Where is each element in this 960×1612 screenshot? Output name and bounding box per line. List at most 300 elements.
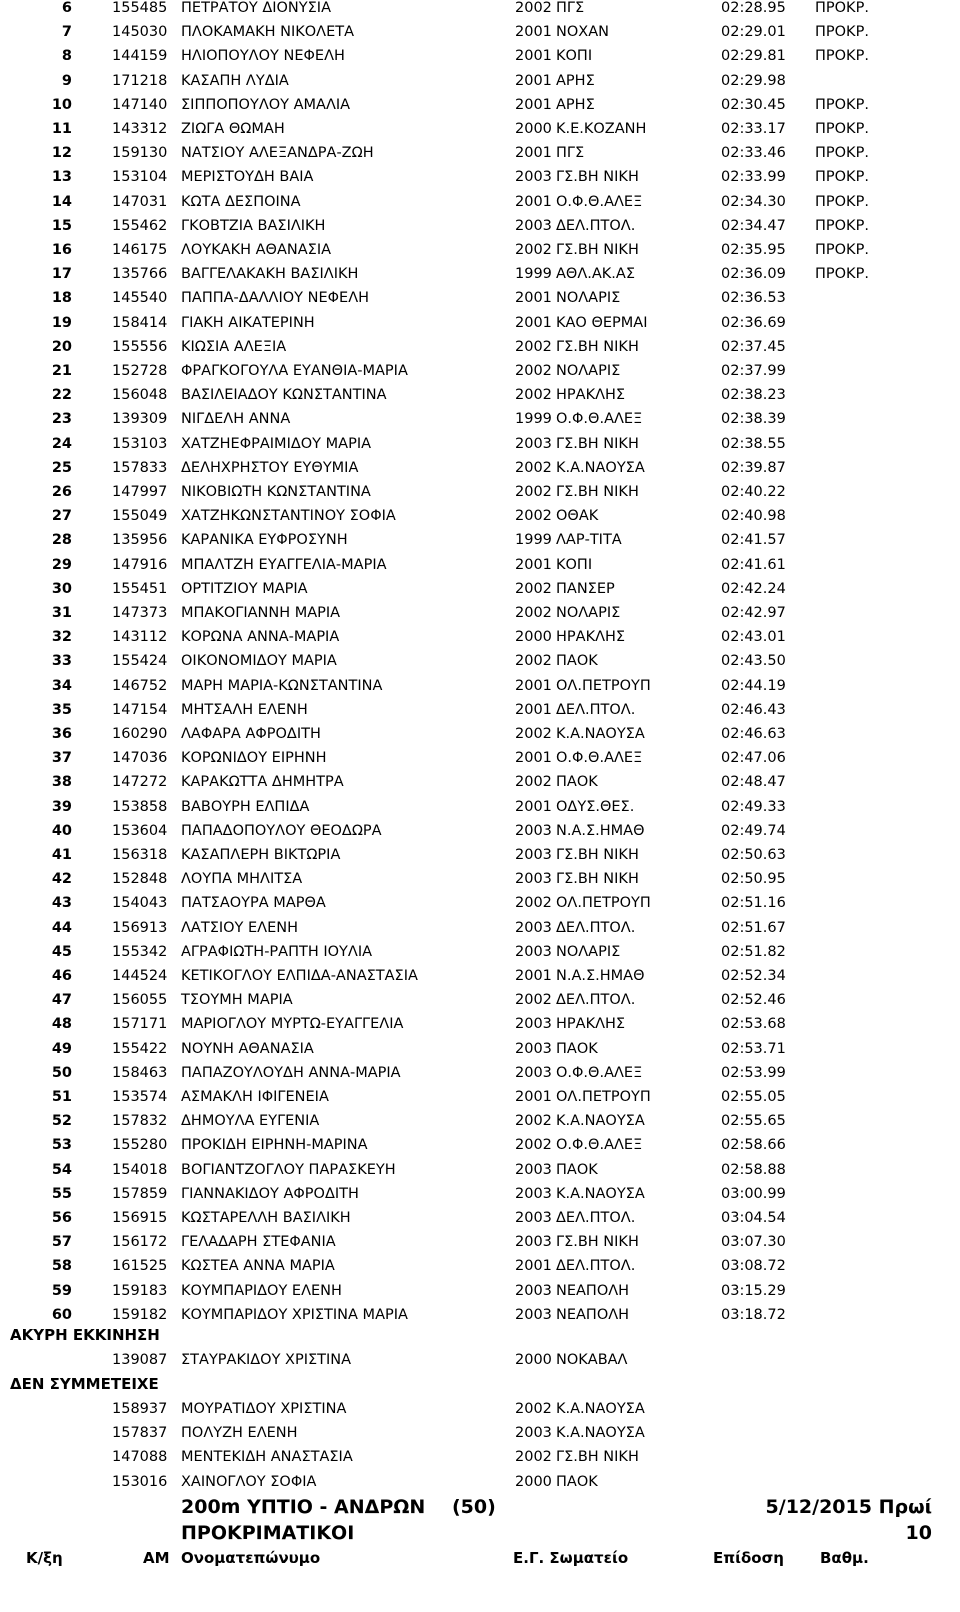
am-cell: 147031 [112,193,168,210]
name-cell: ΗΛΙΟΠΟΥΛΟΥ ΝΕΦΕΛΗ [181,48,345,65]
am-cell: 153858 [112,798,168,815]
am-cell: 156048 [112,387,168,404]
table-row [0,335,960,359]
table-row [0,746,960,770]
am-cell: 154043 [112,895,168,912]
table-row [0,577,960,601]
year-cell: 2003 [515,169,552,186]
club-cell: ΑΘΛ.ΑΚ.ΑΣ [556,266,635,283]
did-not-participate-heading: ΔΕΝ ΣΥΜΜΕΤΕΙΧΕ [10,1375,159,1393]
am-cell: 152848 [112,871,168,888]
year-cell: 2002 [515,508,552,525]
name-cell: ΠΡΟΚΙΔΗ ΕΙΡΗΝΗ-ΜΑΡΙΝΑ [181,1137,368,1154]
am-cell: 159130 [112,145,168,162]
name-cell: ΠΑΠΠΑ-ΔΑΛΛΙΟΥ ΝΕΦΕΛΗ [181,290,370,307]
name-cell: ΚΩΣΤΑΡΕΛΛΗ ΒΑΣΙΛΙΚΗ [181,1210,351,1226]
table-row [0,1206,960,1230]
am-cell: 147088 [112,1449,168,1466]
time-cell: 02:30.45 [721,96,786,113]
am-cell: 156055 [112,992,168,1009]
year-cell: 2003 [515,919,552,936]
rank-cell: 10 [51,96,72,113]
table-row [0,1133,960,1157]
header-name: Ονοματεπώνυμο [181,1549,321,1567]
rank-cell: 39 [51,798,72,815]
rank-cell: 31 [51,605,72,621]
qualified-cell: ΠΡΟΚΡ. [815,193,869,210]
rank-cell: 15 [51,217,72,234]
time-cell: 02:36.69 [721,314,786,331]
year-cell: 2003 [515,1185,552,1202]
am-cell: 146175 [112,242,168,258]
am-cell: 143312 [112,121,168,137]
table-row [0,1279,960,1303]
year-cell: 2003 [515,943,552,960]
table-row [0,69,960,93]
year-cell: 2001 [515,193,552,210]
am-cell: 155462 [112,217,168,234]
table-row [0,795,960,819]
time-cell: 02:40.22 [721,484,786,500]
year-cell: 2001 [515,677,552,694]
rank-cell: 23 [51,411,72,428]
table-row [0,1230,960,1254]
year-cell: 2001 [515,798,552,815]
club-cell: ΔΕΛ.ΠΤΟΛ. [556,919,636,936]
time-cell: 03:00.99 [721,1185,786,1202]
year-cell: 2003 [515,1210,552,1226]
year-cell: 2002 [515,1137,552,1154]
table-row [0,238,960,262]
club-cell: ΠΑΟΚ [556,774,598,791]
year-cell: 2001 [515,96,552,113]
time-cell: 02:51.67 [721,919,786,936]
club-cell: ΠΑΟΚ [556,1473,598,1490]
year-cell: 2000 [515,1352,552,1368]
club-cell: ΝΟΛΑΡΙΣ [556,290,621,307]
rank-cell: 25 [51,459,72,476]
rank-cell: 49 [51,1040,72,1057]
rank-cell: 18 [51,290,72,307]
year-cell: 2003 [515,1306,552,1323]
club-cell: ΠΓΣ [556,145,585,162]
year-cell: 2001 [515,145,552,162]
club-cell: Ο.Φ.Θ.ΑΛΕΞ [556,1064,643,1081]
time-cell: 02:53.68 [721,1016,786,1033]
rank-cell: 56 [51,1210,72,1226]
club-cell: ΝΟΚΑΒΑΛ [556,1352,628,1368]
am-cell: 157859 [112,1185,168,1202]
time-cell: 02:33.99 [721,169,786,186]
am-cell: 143112 [112,629,168,646]
table-row [0,1158,960,1182]
table-row [0,770,960,794]
year-cell: 2000 [515,121,552,137]
year-cell: 2002 [515,1401,552,1417]
table-row [0,407,960,431]
time-cell: 02:53.99 [721,1064,786,1081]
table-row [0,504,960,528]
year-cell: 2002 [515,1113,552,1130]
time-cell: 02:51.16 [721,895,786,912]
rank-cell: 55 [51,1185,72,1202]
year-cell: 2002 [515,605,552,621]
time-cell: 02:34.30 [721,193,786,210]
year-cell: 2001 [515,72,552,89]
year-cell: 2003 [515,1425,552,1442]
time-cell: 02:46.63 [721,726,786,742]
am-cell: 153103 [112,435,168,452]
club-cell: ΓΣ.ΒΗ ΝΙΚΗ [556,871,639,888]
invalid-start-heading: ΑΚΥΡΗ ΕΚΚΙΝΗΣΗ [10,1326,160,1344]
time-cell: 02:33.46 [721,145,786,162]
year-cell: 2001 [515,290,552,307]
am-cell: 145540 [112,290,168,307]
rank-cell: 59 [51,1282,72,1299]
time-cell: 02:33.17 [721,121,786,137]
year-cell: 2001 [515,314,552,331]
name-cell: ΛΑΦΑΡΑ ΑΦΡΟΔΙΤΗ [181,726,321,742]
table-row [0,262,960,286]
club-cell: Κ.Α.ΝΑΟΥΣΑ [556,726,645,742]
rank-cell: 44 [51,919,72,936]
year-cell: 2003 [515,1234,552,1251]
am-cell: 139309 [112,411,168,428]
table-row [0,20,960,44]
time-cell: 02:44.19 [721,677,786,694]
rank-cell: 58 [51,1258,72,1275]
name-cell: ΠΑΤΣΑΟΥΡΑ ΜΑΡΘΑ [181,895,326,912]
club-cell: ΔΕΛ.ΠΤΟΛ. [556,701,636,718]
am-cell: 147036 [112,750,168,767]
rank-cell: 38 [51,774,72,791]
rank-cell: 41 [51,847,72,863]
am-cell: 155424 [112,653,168,670]
year-cell: 2003 [515,1064,552,1081]
club-cell: Κ.Α.ΝΑΟΥΣΑ [556,1113,645,1130]
name-cell: ΜΕΡΙΣΤΟΥΔΗ ΒΑΙΑ [181,169,314,186]
rank-cell: 21 [51,363,72,379]
year-cell: 2002 [515,774,552,791]
time-cell: 02:46.43 [721,701,786,718]
club-cell: Ν.Α.Σ.ΗΜΑΘ [556,822,645,839]
year-cell: 2002 [515,726,552,742]
table-row [0,722,960,746]
club-cell: ΓΣ.ΒΗ ΝΙΚΗ [556,1449,639,1466]
event-number: (50) [452,1496,496,1518]
name-cell: ΚΑΣΑΠΗ ΛΥΔΙΑ [181,72,289,89]
year-cell: 2003 [515,847,552,863]
table-row [0,117,960,141]
table-row [0,940,960,964]
rank-cell: 40 [51,822,72,839]
name-cell: ΧΑΙΝΟΓΛΟΥ ΣΟΦΙΑ [181,1473,317,1490]
club-cell: ΠΓΣ [556,0,585,16]
club-cell: ΓΣ.ΒΗ ΝΙΚΗ [556,169,639,186]
name-cell: ΟΙΚΟΝΟΜΙΔΟΥ ΜΑΡΙΑ [181,653,337,670]
year-cell: 2000 [515,1473,552,1490]
time-cell: 02:43.01 [721,629,786,646]
am-cell: 147140 [112,96,168,113]
name-cell: ΜΑΡΙΟΓΛΟΥ ΜΥΡΤΩ-ΕΥΑΓΓΕΛΙΑ [181,1016,404,1033]
am-cell: 156318 [112,847,168,863]
name-cell: ΜΠΑΛΤΖΗ ΕΥΑΓΓΕΛΙΑ-ΜΑΡΙΑ [181,556,387,573]
table-row [0,1182,960,1206]
am-cell: 159183 [112,1282,168,1299]
rank-cell: 30 [51,580,72,597]
club-cell: ΔΕΛ.ΠΤΟΛ. [556,992,636,1009]
time-cell: 02:28.95 [721,0,786,16]
year-cell: 2002 [515,992,552,1009]
rank-cell: 43 [51,895,72,912]
club-cell: Κ.Ε.ΚΟΖΑΝΗ [556,121,647,137]
table-row [0,843,960,867]
name-cell: ΚΕΤΙΚΟΓΛΟΥ ΕΛΠΙΔΑ-ΑΝΑΣΤΑΣΙΑ [181,968,418,984]
rank-cell: 36 [51,726,72,742]
name-cell: ΤΣΟΥΜΗ ΜΑΡΙΑ [181,992,293,1009]
club-cell: ΔΕΛ.ΠΤΟΛ. [556,1258,636,1275]
rank-cell: 28 [51,532,72,549]
club-cell: ΚΟΠΙ [556,556,593,573]
club-cell: ΔΕΛ.ΠΤΟΛ. [556,217,636,234]
year-cell: 2001 [515,1258,552,1275]
name-cell: ΔΕΛΗΧΡΗΣΤΟΥ ΕΥΘΥΜΙΑ [181,459,359,476]
qualified-cell: ΠΡΟΚΡ. [815,169,869,186]
table-row [0,0,960,20]
table-row [0,359,960,383]
year-cell: 2003 [515,871,552,888]
year-cell: 2002 [515,895,552,912]
list-item [0,1445,960,1469]
time-cell: 02:36.53 [721,290,786,307]
table-row [0,988,960,1012]
rank-cell: 29 [51,556,72,573]
qualified-cell: ΠΡΟΚΡ. [815,48,869,65]
club-cell: ΝΕΑΠΟΛΗ [556,1282,630,1299]
header-time: Επίδοση [713,1549,784,1567]
rank-cell: 33 [51,653,72,670]
name-cell: ΚΙΩΣΙΑ ΑΛΕΞΙΑ [181,338,287,355]
club-cell: ΓΣ.ΒΗ ΝΙΚΗ [556,242,639,258]
time-cell: 02:38.39 [721,411,786,428]
am-cell: 153016 [112,1473,168,1490]
qualified-cell: ΠΡΟΚΡ. [815,266,869,283]
year-cell: 2002 [515,387,552,404]
time-cell: 02:52.34 [721,968,786,984]
table-row [0,311,960,335]
am-cell: 155422 [112,1040,168,1057]
time-cell: 02:49.74 [721,822,786,839]
list-item [0,1348,960,1372]
time-cell: 03:08.72 [721,1258,786,1275]
name-cell: ΖΙΩΓΑ ΘΩΜΑΗ [181,121,285,137]
year-cell: 2002 [515,459,552,476]
rank-cell: 60 [51,1306,72,1323]
name-cell: ΚΟΥΜΠΑΡΙΔΟΥ ΧΡΙΣΤΙΝΑ ΜΑΡΙΑ [181,1306,408,1323]
time-cell: 02:41.61 [721,556,786,573]
name-cell: ΚΑΣΑΠΛΕΡΗ ΒΙΚΤΩΡΙΑ [181,847,341,863]
rank-cell: 16 [51,242,72,258]
club-cell: Ο.Φ.Θ.ΑΛΕΞ [556,193,643,210]
time-cell: 02:34.47 [721,217,786,234]
am-cell: 157837 [112,1425,168,1442]
am-cell: 156172 [112,1234,168,1251]
rank-cell: 54 [51,1161,72,1178]
table-row [0,383,960,407]
time-cell: 02:42.97 [721,605,786,621]
time-cell: 02:47.06 [721,750,786,767]
table-row [0,867,960,891]
name-cell: ΦΡΑΓΚΟΓΟΥΛΑ ΕΥΑΝΘΙΑ-ΜΑΡΙΑ [181,363,408,379]
time-cell: 02:49.33 [721,798,786,815]
year-cell: 2001 [515,1089,552,1105]
time-cell: 02:38.55 [721,435,786,452]
rank-cell: 51 [51,1089,72,1105]
rank-cell: 12 [51,145,72,162]
year-cell: 2003 [515,217,552,234]
club-cell: ΠΑΟΚ [556,653,598,670]
club-cell: ΓΣ.ΒΗ ΝΙΚΗ [556,338,639,355]
name-cell: ΚΑΡΑΝΙΚΑ ΕΥΦΡΟΣΥΝΗ [181,532,348,549]
name-cell: ΝΙΚΟΒΙΩΤΗ ΚΩΝΣΤΑΝΤΙΝΑ [181,484,371,500]
header-rank: Κ/ξη [26,1549,63,1567]
name-cell: ΓΙΑΝΝΑΚΙΔΟΥ ΑΦΡΟΔΙΤΗ [181,1185,359,1202]
name-cell: ΠΑΠΑΖΟΥΛΟΥΔΗ ΑΝΝΑ-ΜΑΡΙΑ [181,1064,401,1081]
am-cell: 144524 [112,968,168,984]
table-row [0,674,960,698]
club-cell: ΔΕΛ.ΠΤΟΛ. [556,1210,636,1226]
club-cell: ΗΡΑΚΛΗΣ [556,1016,626,1033]
rank-cell: 24 [51,435,72,452]
club-cell: ΠΑΟΚ [556,1161,598,1178]
table-row [0,480,960,504]
table-row [0,1254,960,1278]
name-cell: ΜΑΡΗ ΜΑΡΙΑ-ΚΩΝΣΤΑΝΤΙΝΑ [181,677,383,694]
rank-cell: 53 [51,1137,72,1154]
name-cell: ΜΕΝΤΕΚΙΔΗ ΑΝΑΣΤΑΣΙΑ [181,1449,353,1466]
am-cell: 147272 [112,774,168,791]
table-row [0,819,960,843]
rank-cell: 37 [51,750,72,767]
rank-cell: 42 [51,871,72,888]
rank-cell: 26 [51,484,72,500]
rank-cell: 32 [51,629,72,646]
table-row [0,1012,960,1036]
club-cell: ΚΟΠΙ [556,48,593,65]
time-cell: 02:40.98 [721,508,786,525]
name-cell: ΧΑΤΖΗΕΦΡΑΙΜΙΔΟΥ ΜΑΡΙΑ [181,435,372,452]
name-cell: ΚΟΡΩΝΙΔΟΥ ΕΙΡΗΝΗ [181,750,327,767]
rank-cell: 19 [51,314,72,331]
name-cell: ΒΑΒΟΥΡΗ ΕΛΠΙΔΑ [181,798,310,815]
qualified-cell: ΠΡΟΚΡ. [815,217,869,234]
name-cell: ΝΑΤΣΙΟΥ ΑΛΕΞΑΝΔΡΑ-ΖΩΗ [181,145,374,162]
club-cell: ΓΣ.ΒΗ ΝΙΚΗ [556,484,639,500]
time-cell: 02:48.47 [721,774,786,791]
time-cell: 02:43.50 [721,653,786,670]
table-row [0,625,960,649]
year-cell: 1999 [515,532,552,549]
year-cell: 2001 [515,968,552,984]
am-cell: 153604 [112,822,168,839]
table-row [0,1109,960,1133]
name-cell: ΝΙΓΔΕΛΗ ΑΝΝΑ [181,411,291,428]
name-cell: ΝΟΥΝΗ ΑΘΑΝΑΣΙΑ [181,1040,314,1057]
table-row [0,456,960,480]
am-cell: 156913 [112,919,168,936]
club-cell: Ο.Φ.Θ.ΑΛΕΞ [556,750,643,767]
rank-cell: 8 [61,48,72,65]
time-cell: 02:53.71 [721,1040,786,1057]
am-cell: 154018 [112,1161,168,1178]
am-cell: 159182 [112,1306,168,1323]
name-cell: ΛΟΥΚΑΚΗ ΑΘΑΝΑΣΙΑ [181,242,332,258]
am-cell: 160290 [112,726,168,742]
rank-cell: 47 [51,992,72,1009]
rank-cell: 9 [61,72,72,89]
club-cell: ΑΡΗΣ [556,96,595,113]
club-cell: ΠΑΟΚ [556,1040,598,1057]
club-cell: ΠΑΝΣΕΡ [556,580,615,597]
page-number: 10 [905,1522,932,1544]
club-cell: ΟΛ.ΠΕΤΡΟΥΠ [556,895,651,912]
am-cell: 157833 [112,459,168,476]
club-cell: Κ.Α.ΝΑΟΥΣΑ [556,1425,645,1442]
year-cell: 2003 [515,822,552,839]
qualified-cell: ΠΡΟΚΡ. [815,24,869,41]
table-row [0,1061,960,1085]
year-cell: 2002 [515,1449,552,1466]
rank-cell: 35 [51,701,72,718]
table-row [0,528,960,552]
name-cell: ΜΠΑΚΟΓΙΑΝΝΗ ΜΑΡΙΑ [181,605,341,621]
club-cell: Ο.Φ.Θ.ΑΛΕΞ [556,411,643,428]
qualified-cell: ΠΡΟΚΡ. [815,145,869,162]
year-cell: 2003 [515,1016,552,1033]
table-row [0,553,960,577]
am-cell: 147997 [112,484,168,500]
am-cell: 145030 [112,24,168,41]
rank-cell: 11 [51,121,72,137]
year-cell: 2002 [515,653,552,670]
qualified-cell: ΠΡΟΚΡ. [815,0,869,16]
table-row [0,44,960,68]
table-row [0,141,960,165]
rank-cell: 34 [51,677,72,694]
club-cell: ΓΣ.ΒΗ ΝΙΚΗ [556,847,639,863]
table-row [0,93,960,117]
time-cell: 02:29.98 [721,72,786,89]
list-item [0,1470,960,1494]
time-cell: 02:37.99 [721,363,786,379]
year-cell: 2003 [515,1282,552,1299]
year-cell: 2000 [515,629,552,646]
table-row [0,649,960,673]
am-cell: 155485 [112,0,168,16]
am-cell: 158414 [112,314,168,331]
header-am: ΑΜ [143,1549,170,1567]
table-row [0,916,960,940]
header-grade: Βαθμ. [820,1549,869,1567]
am-cell: 155280 [112,1137,168,1154]
rank-cell: 45 [51,943,72,960]
am-cell: 146752 [112,677,168,694]
am-cell: 161525 [112,1258,168,1275]
am-cell: 171218 [112,72,168,89]
club-cell: ΝΕΑΠΟΛΗ [556,1306,630,1323]
club-cell: ΝΟΛΑΡΙΣ [556,363,621,379]
am-cell: 147154 [112,701,168,718]
